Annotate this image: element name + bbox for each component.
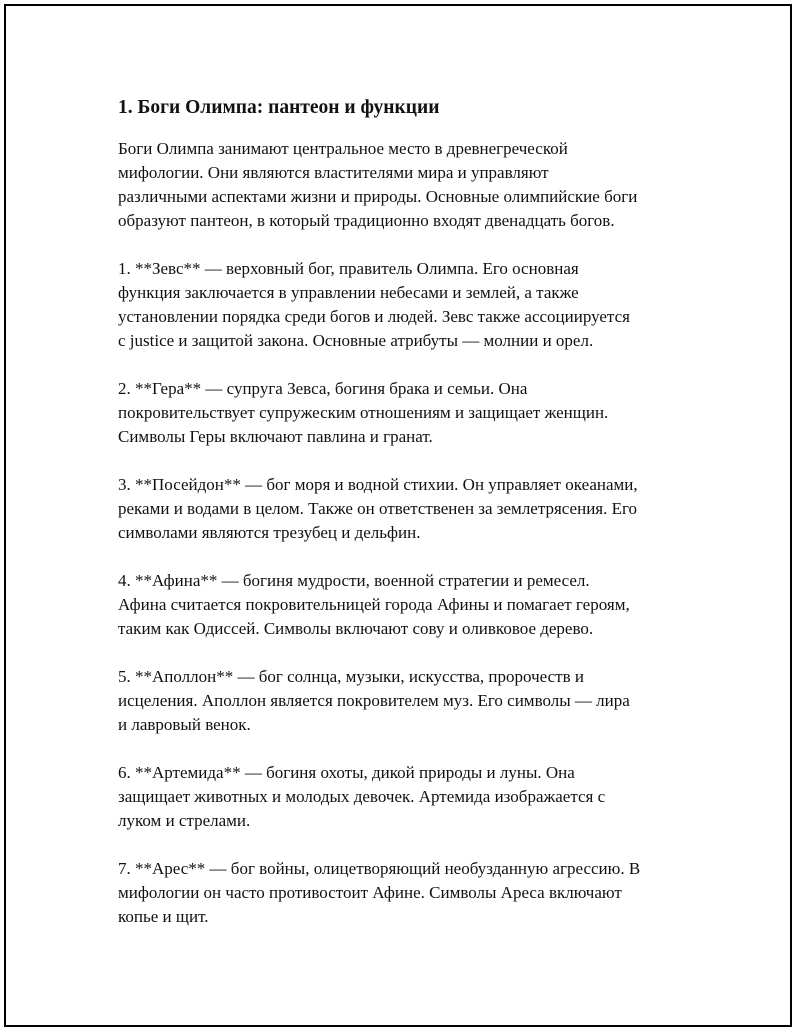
text-line: 6. **Артемида** — богиня охоты, дикой природы и луны. Она [118,763,575,782]
text-line: реками и водами в целом. Также он ответственен за землетрясения. Его [118,499,638,518]
list-item-athena [118,569,698,641]
text-line: образуют пантеон, в который традиционно входят двенадцать богов. [118,211,615,230]
text-line: мифологии он часто противостоит Афине. Символы Ареса включают [118,883,622,902]
list-item-zeus [118,257,698,353]
text-line: с justice и защитой закона. Основные атрибуты — молнии и орел. [118,331,594,350]
text-line: 7. **Арес** — бог войны, олицетворяющий необузданную агрессию. В [118,859,641,878]
list-item-poseidon [118,473,698,545]
list-item-hera [118,377,698,449]
intro-paragraph [118,137,698,233]
text-line: 2. **Гера** — супруга Зевса, богиня брака и семьи. Она [118,379,528,398]
text-line: луком и стрелами. [118,811,251,830]
text-line: Символы Геры включают павлина и гранат. [118,427,433,446]
text-line: 3. **Посейдон** — бог моря и водной стихии. Он управляет океанами, [118,475,638,494]
text-line: таким как Одиссей. Символы включают сову и оливковое дерево. [118,619,594,638]
text-line: 1. **Зевс** — верховный бог, правитель Олимпа. Его основная [118,259,579,278]
text-line: копье и щит. [118,907,209,926]
text-line: и лавровый венок. [118,715,251,734]
list-item-ares [118,857,698,929]
text-line: защищает животных и молодых девочек. Артемида изображается с [118,787,606,806]
text-line: покровительствует супружеским отношениям и защищает женщин. [118,403,609,422]
list-item-apollo [118,665,698,737]
document-body [118,95,698,953]
text-line: исцеления. Аполлон является покровителем муз. Его символы — лира [118,691,630,710]
list-item-artemis [118,761,698,833]
text-line: Афина считается покровительницей города Афины и помагает героям, [118,595,630,614]
text-line: 5. **Аполлон** — бог солнца, музыки, искусства, пророчеств и [118,667,584,686]
text-line: различными аспектами жизни и природы. Основные олимпийские боги [118,187,638,206]
section-heading: 1. Боги Олимпа: пантеон и функции [118,97,440,118]
text-line: установлении порядка среди богов и людей. Зевс также ассоциируется [118,307,630,326]
text-line: мифологии. Они являются властителями мира и управляют [118,163,549,182]
text-line: 4. **Афина** — богиня мудрости, военной стратегии и ремесел. [118,571,590,590]
text-line: Боги Олимпа занимают центральное место в древнегреческой [118,139,568,158]
text-line: символами являются трезубец и дельфин. [118,523,421,542]
text-line: функция заключается в управлении небесами и землей, а также [118,283,579,302]
